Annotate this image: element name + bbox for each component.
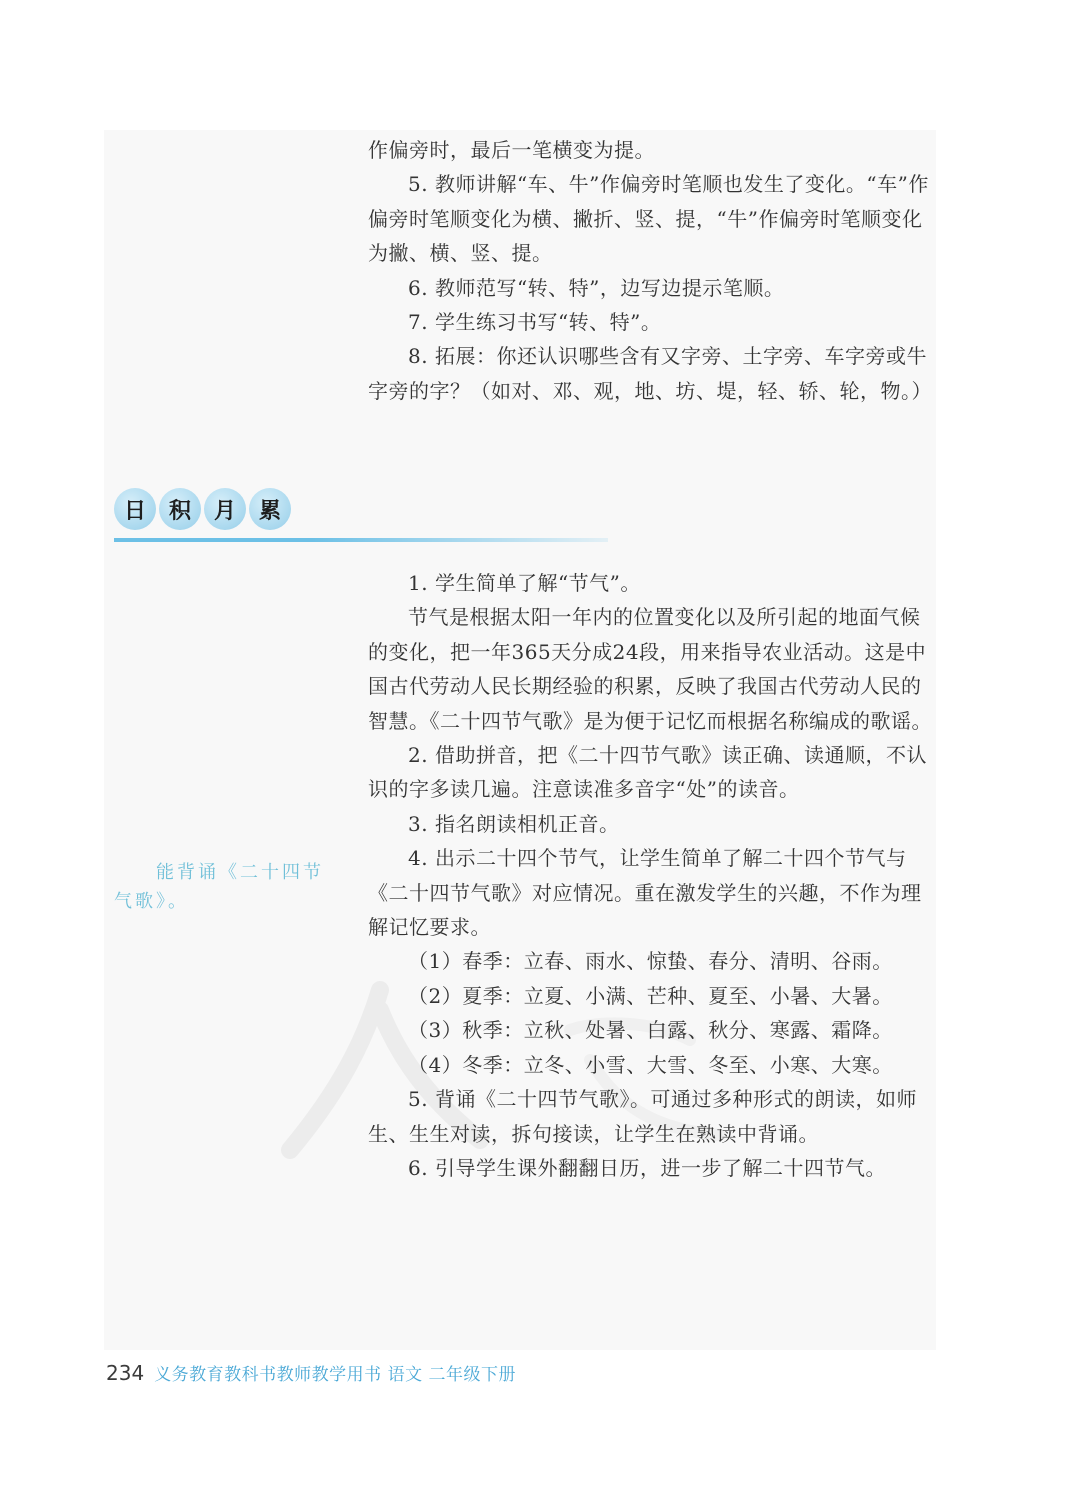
page-number: 234 [106, 1361, 145, 1385]
page-footer [106, 1360, 516, 1385]
paragraph: 8. 拓展：你还认识哪些含有又字旁、土字旁、车字旁或牛字旁的字？（如对、邓、观，地、坊、堤，轻、轿、轮，物。） [368, 344, 932, 403]
paragraph: 7. 学生练习书写“转、特”。 [408, 310, 662, 335]
section-title-char: 积 [159, 488, 201, 530]
side-note-line: 气歌》。 [114, 891, 189, 912]
paragraph: 作偏旁时，最后一笔横变为提。 [368, 138, 655, 162]
side-note-objective [114, 858, 329, 916]
paragraph: 节气是根据太阳一年内的位置变化以及所引起的地面气候的变化，把一年365天分成24段，用来指导农业活动。这是中国古代劳动人民长期经验的积累，反映了我国古代劳动人民的智慧。《二十四节气歌》是为便于记忆而根据名称编成的歌谣。 [368, 605, 932, 733]
section-header-riji-yuelei [114, 488, 614, 548]
solar-term-list-item: （4）冬季：立冬、小雪、大雪、冬至、小寒、大寒。 [408, 1052, 893, 1077]
paragraph: 2. 借助拼音，把《二十四节气歌》读正确、读通顺，不认识的字多读几遍。注意读准多音字“处”的读音。 [368, 743, 927, 802]
top-text-block [368, 133, 934, 408]
section-divider [114, 538, 608, 542]
paragraph: 3. 指名朗读相机正音。 [408, 811, 620, 836]
solar-term-list-item: （1）春季：立春、雨水、惊蛰、春分、清明、谷雨。 [408, 949, 893, 974]
section-title-badges [114, 488, 291, 530]
paragraph: 6. 教师范写“转、特”，边写边提示笔顺。 [408, 275, 785, 300]
paragraph: 5. 教师讲解“车、牛”作偏旁时笔顺也发生了变化。“车”作偏旁时笔顺变化为横、撇折、竖、提，“牛”作偏旁时笔顺变化为撇、横、竖、提。 [368, 172, 929, 266]
section-title-char: 月 [204, 488, 246, 530]
paragraph: 1. 学生简单了解“节气”。 [408, 571, 641, 595]
book-title: 义务教育教科书教师教学用书 语文 二年级下册 [154, 1365, 516, 1385]
solar-term-list-item: （2）夏季：立夏、小满、芒种、夏至、小暑、大暑。 [408, 983, 893, 1008]
paragraph: 5. 背诵《二十四节气歌》。可通过多种形式的朗读，如师生、生生对读，拆句接读，让学生在熟读中背诵。 [368, 1087, 917, 1146]
solar-term-list-item: （3）秋季：立秋、处暑、白露、秋分、寒露、霜降。 [408, 1018, 893, 1043]
section-title-char: 累 [249, 488, 291, 530]
main-text-block [368, 566, 934, 1185]
paragraph: 4. 出示二十四个节气，让学生简单了解二十四个节气与《二十四节气歌》对应情况。重在激发学生的兴趣，不作为理解记忆要求。 [368, 846, 922, 940]
side-note-line: 能背诵《二十四节 [156, 862, 324, 883]
paragraph: 6. 引导学生课外翻翻日历，进一步了解二十四节气。 [408, 1155, 886, 1180]
section-title-char: 日 [114, 488, 156, 530]
